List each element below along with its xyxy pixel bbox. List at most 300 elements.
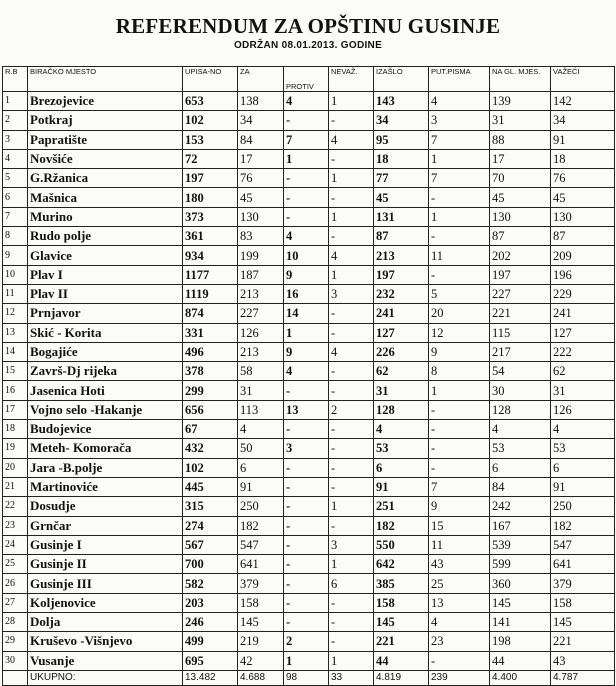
cell-for: 42 [238, 651, 284, 670]
cell-postal: - [429, 420, 490, 439]
cell-invalid: - [329, 381, 374, 400]
cell-turnout: 77 [374, 169, 429, 188]
table-row [3, 516, 615, 535]
cell-valid: 127 [551, 323, 615, 342]
document-subtitle: ODRŽAN 08.01.2013. GODINE [233, 40, 383, 51]
table-row [3, 497, 615, 516]
cell-valid: 196 [551, 265, 615, 284]
cell-valid: 31 [551, 381, 615, 400]
cell-postal: 15 [429, 516, 490, 535]
cell-at-polling-place: 145 [490, 593, 551, 612]
cell-turnout: 642 [374, 555, 429, 574]
cell-polling-station: Vusanje [28, 651, 183, 670]
cell-polling-station: Prnjavor [28, 304, 183, 323]
table-row [3, 477, 615, 496]
cell-at-polling-place: 227 [490, 284, 551, 303]
cell-against: - [284, 477, 329, 496]
table-row [3, 535, 615, 554]
cell-registered: 331 [183, 323, 238, 342]
cell-at-polling-place: 167 [490, 516, 551, 535]
total-against: 98 [284, 670, 329, 685]
cell-invalid: 3 [329, 535, 374, 554]
cell-invalid: - [329, 111, 374, 130]
cell-rb: 21 [3, 477, 28, 496]
cell-against: - [284, 381, 329, 400]
table-row [3, 130, 615, 149]
cell-at-polling-place: 539 [490, 535, 551, 554]
cell-for: 31 [238, 381, 284, 400]
cell-polling-station: Završ-Dj rijeka [28, 362, 183, 381]
cell-rb: 5 [3, 169, 28, 188]
cell-for: 84 [238, 130, 284, 149]
cell-at-polling-place: 217 [490, 342, 551, 361]
cell-at-polling-place: 115 [490, 323, 551, 342]
cell-polling-station: Jara -B.polje [28, 458, 183, 477]
cell-registered: 378 [183, 362, 238, 381]
cell-rb: 17 [3, 400, 28, 419]
total-label: UKUPNO: [28, 670, 183, 685]
cell-registered: 197 [183, 169, 238, 188]
cell-valid: 45 [551, 188, 615, 207]
cell-rb: 26 [3, 574, 28, 593]
cell-at-polling-place: 87 [490, 227, 551, 246]
cell-turnout: 87 [374, 227, 429, 246]
cell-at-polling-place: 31 [490, 111, 551, 130]
results-table [2, 66, 615, 686]
table-row [3, 613, 615, 632]
table-row [3, 555, 615, 574]
cell-turnout: 31 [374, 381, 429, 400]
cell-polling-station: Budojevice [28, 420, 183, 439]
cell-turnout: 4 [374, 420, 429, 439]
cell-for: 158 [238, 593, 284, 612]
cell-valid: 76 [551, 169, 615, 188]
cell-rb: 24 [3, 535, 28, 554]
cell-turnout: 95 [374, 130, 429, 149]
cell-registered: 72 [183, 149, 238, 168]
cell-polling-station: Dosudje [28, 497, 183, 516]
cell-invalid: - [329, 477, 374, 496]
cell-registered: 653 [183, 92, 238, 111]
cell-invalid: - [329, 632, 374, 651]
cell-against: - [284, 111, 329, 130]
cell-invalid: 1 [329, 497, 374, 516]
cell-at-polling-place: 599 [490, 555, 551, 574]
cell-invalid: 2 [329, 400, 374, 419]
cell-valid: 182 [551, 516, 615, 535]
cell-polling-station: Papratište [28, 130, 183, 149]
cell-turnout: 18 [374, 149, 429, 168]
cell-at-polling-place: 141 [490, 613, 551, 632]
cell-polling-station: Mašnica [28, 188, 183, 207]
cell-at-polling-place: 139 [490, 92, 551, 111]
cell-for: 91 [238, 477, 284, 496]
cell-registered: 695 [183, 651, 238, 670]
cell-invalid: - [329, 227, 374, 246]
cell-postal: - [429, 651, 490, 670]
cell-against: 13 [284, 400, 329, 419]
cell-polling-station: Jasenica Hoti [28, 381, 183, 400]
cell-valid: 221 [551, 632, 615, 651]
total-postal: 239 [429, 670, 490, 685]
cell-rb: 15 [3, 362, 28, 381]
cell-postal: 9 [429, 342, 490, 361]
cell-turnout: 62 [374, 362, 429, 381]
cell-polling-station: G.Ržanica [28, 169, 183, 188]
header-rb: R.B [3, 67, 28, 92]
cell-at-polling-place: 53 [490, 439, 551, 458]
cell-invalid: 1 [329, 555, 374, 574]
cell-valid: 126 [551, 400, 615, 419]
cell-rb: 23 [3, 516, 28, 535]
header-row [3, 67, 615, 92]
table-row [3, 381, 615, 400]
cell-polling-station: Brezojevice [28, 92, 183, 111]
table-row [3, 439, 615, 458]
cell-polling-station: Kruševo -Višnjevo [28, 632, 183, 651]
cell-valid: 229 [551, 284, 615, 303]
cell-valid: 250 [551, 497, 615, 516]
table-row [3, 323, 615, 342]
table-row [3, 169, 615, 188]
cell-valid: 62 [551, 362, 615, 381]
cell-registered: 274 [183, 516, 238, 535]
cell-postal: 8 [429, 362, 490, 381]
cell-against: 3 [284, 439, 329, 458]
cell-at-polling-place: 30 [490, 381, 551, 400]
cell-invalid: - [329, 362, 374, 381]
cell-for: 182 [238, 516, 284, 535]
cell-at-polling-place: 70 [490, 169, 551, 188]
table-row [3, 304, 615, 323]
cell-against: 16 [284, 284, 329, 303]
cell-polling-station: Novšiće [28, 149, 183, 168]
cell-invalid: 3 [329, 284, 374, 303]
cell-invalid: 4 [329, 246, 374, 265]
cell-at-polling-place: 88 [490, 130, 551, 149]
table-row [3, 149, 615, 168]
cell-against: - [284, 593, 329, 612]
cell-registered: 153 [183, 130, 238, 149]
cell-valid: 130 [551, 207, 615, 226]
cell-registered: 180 [183, 188, 238, 207]
table-row [3, 420, 615, 439]
cell-for: 4 [238, 420, 284, 439]
cell-polling-station: Gusinje I [28, 535, 183, 554]
cell-invalid: 1 [329, 169, 374, 188]
cell-turnout: 550 [374, 535, 429, 554]
cell-for: 213 [238, 284, 284, 303]
table-row [3, 342, 615, 361]
cell-polling-station: Vojno selo -Hakanje [28, 400, 183, 419]
cell-at-polling-place: 6 [490, 458, 551, 477]
total-for: 4.688 [238, 670, 284, 685]
cell-for: 130 [238, 207, 284, 226]
cell-postal: 4 [429, 613, 490, 632]
cell-valid: 241 [551, 304, 615, 323]
cell-polling-station: Bogajiće [28, 342, 183, 361]
cell-against: - [284, 188, 329, 207]
cell-valid: 547 [551, 535, 615, 554]
cell-for: 199 [238, 246, 284, 265]
cell-against: - [284, 497, 329, 516]
cell-for: 113 [238, 400, 284, 419]
cell-registered: 1119 [183, 284, 238, 303]
cell-postal: 7 [429, 477, 490, 496]
cell-invalid: 1 [329, 265, 374, 284]
cell-postal: 23 [429, 632, 490, 651]
table-row [3, 458, 615, 477]
cell-valid: 6 [551, 458, 615, 477]
cell-invalid: - [329, 304, 374, 323]
cell-polling-station: Martinoviće [28, 477, 183, 496]
cell-invalid: - [329, 613, 374, 632]
cell-turnout: 143 [374, 92, 429, 111]
cell-turnout: 53 [374, 439, 429, 458]
cell-against: - [284, 420, 329, 439]
header-postal: PUT.PISMA [429, 67, 490, 92]
cell-against: - [284, 516, 329, 535]
cell-registered: 102 [183, 111, 238, 130]
cell-turnout: 385 [374, 574, 429, 593]
cell-rb: 7 [3, 207, 28, 226]
header-at-polling-place: NA GL. MJES. [490, 67, 551, 92]
cell-turnout: 45 [374, 188, 429, 207]
total-at-polling-place: 4.400 [490, 670, 551, 685]
table-row [3, 593, 615, 612]
cell-against: 4 [284, 92, 329, 111]
cell-valid: 142 [551, 92, 615, 111]
cell-rb: 29 [3, 632, 28, 651]
cell-registered: 1177 [183, 265, 238, 284]
cell-postal: 1 [429, 207, 490, 226]
cell-for: 213 [238, 342, 284, 361]
cell-at-polling-place: 45 [490, 188, 551, 207]
cell-postal: 11 [429, 246, 490, 265]
cell-polling-station: Grnčar [28, 516, 183, 535]
header-turnout: IZAŠLO [374, 67, 429, 92]
table-row [3, 188, 615, 207]
header-polling-station: BIRAČKO MJESTO [28, 67, 183, 92]
cell-rb: 8 [3, 227, 28, 246]
cell-rb: 10 [3, 265, 28, 284]
cell-for: 641 [238, 555, 284, 574]
cell-invalid: - [329, 149, 374, 168]
table-body [3, 92, 615, 671]
cell-rb: 4 [3, 149, 28, 168]
cell-postal: 43 [429, 555, 490, 574]
cell-for: 227 [238, 304, 284, 323]
cell-postal: - [429, 227, 490, 246]
cell-turnout: 213 [374, 246, 429, 265]
cell-rb: 28 [3, 613, 28, 632]
cell-turnout: 226 [374, 342, 429, 361]
cell-invalid: 1 [329, 651, 374, 670]
cell-valid: 91 [551, 477, 615, 496]
cell-for: 6 [238, 458, 284, 477]
cell-turnout: 131 [374, 207, 429, 226]
cell-against: 4 [284, 227, 329, 246]
cell-against: - [284, 207, 329, 226]
table-row [3, 362, 615, 381]
cell-polling-station: Skić - Korita [28, 323, 183, 342]
cell-for: 76 [238, 169, 284, 188]
cell-registered: 373 [183, 207, 238, 226]
total-valid: 4.787 [551, 670, 615, 685]
cell-at-polling-place: 17 [490, 149, 551, 168]
table-row [3, 92, 615, 111]
cell-registered: 315 [183, 497, 238, 516]
header-invalid: NEVAŽ. [329, 67, 374, 92]
cell-postal: - [429, 439, 490, 458]
cell-against: 14 [284, 304, 329, 323]
cell-polling-station: Gusinje II [28, 555, 183, 574]
table-row [3, 111, 615, 130]
cell-turnout: 44 [374, 651, 429, 670]
cell-valid: 222 [551, 342, 615, 361]
cell-valid: 145 [551, 613, 615, 632]
cell-at-polling-place: 202 [490, 246, 551, 265]
cell-valid: 4 [551, 420, 615, 439]
cell-rb: 2 [3, 111, 28, 130]
table-row [3, 400, 615, 419]
cell-registered: 361 [183, 227, 238, 246]
cell-invalid: 4 [329, 130, 374, 149]
cell-for: 34 [238, 111, 284, 130]
cell-for: 45 [238, 188, 284, 207]
cell-at-polling-place: 197 [490, 265, 551, 284]
cell-at-polling-place: 54 [490, 362, 551, 381]
cell-against: 10 [284, 246, 329, 265]
cell-rb: 11 [3, 284, 28, 303]
table-row [3, 284, 615, 303]
cell-postal: 1 [429, 381, 490, 400]
cell-registered: 656 [183, 400, 238, 419]
header-for: ZA [238, 67, 284, 92]
cell-turnout: 34 [374, 111, 429, 130]
cell-turnout: 145 [374, 613, 429, 632]
cell-against: - [284, 169, 329, 188]
cell-polling-station: Dolja [28, 613, 183, 632]
header-against: PROTIV [284, 67, 329, 92]
cell-against: - [284, 574, 329, 593]
cell-for: 145 [238, 613, 284, 632]
cell-invalid: - [329, 593, 374, 612]
cell-registered: 700 [183, 555, 238, 574]
cell-postal: 4 [429, 92, 490, 111]
cell-for: 219 [238, 632, 284, 651]
cell-for: 58 [238, 362, 284, 381]
cell-polling-station: Murino [28, 207, 183, 226]
cell-postal: 5 [429, 284, 490, 303]
cell-polling-station: Meteh- Komorača [28, 439, 183, 458]
document-title: REFERENDUM ZA OPŠTINU GUSINJE [115, 14, 501, 38]
cell-invalid: 1 [329, 207, 374, 226]
cell-rb: 20 [3, 458, 28, 477]
cell-rb: 16 [3, 381, 28, 400]
cell-postal: 11 [429, 535, 490, 554]
table-row [3, 265, 615, 284]
table-row [3, 246, 615, 265]
cell-rb: 25 [3, 555, 28, 574]
cell-against: 1 [284, 149, 329, 168]
cell-polling-station: Plav I [28, 265, 183, 284]
cell-invalid: - [329, 420, 374, 439]
cell-postal: 13 [429, 593, 490, 612]
cell-invalid: - [329, 188, 374, 207]
cell-valid: 379 [551, 574, 615, 593]
cell-invalid: - [329, 439, 374, 458]
cell-turnout: 241 [374, 304, 429, 323]
cell-rb: 22 [3, 497, 28, 516]
cell-valid: 87 [551, 227, 615, 246]
header-registered: UPISA-NO [183, 67, 238, 92]
cell-turnout: 251 [374, 497, 429, 516]
cell-rb: 27 [3, 593, 28, 612]
cell-turnout: 158 [374, 593, 429, 612]
cell-polling-station: Rudo polje [28, 227, 183, 246]
cell-valid: 43 [551, 651, 615, 670]
cell-for: 187 [238, 265, 284, 284]
cell-against: 7 [284, 130, 329, 149]
cell-against: 4 [284, 362, 329, 381]
cell-postal: 12 [429, 323, 490, 342]
cell-postal: 3 [429, 111, 490, 130]
cell-at-polling-place: 130 [490, 207, 551, 226]
cell-at-polling-place: 360 [490, 574, 551, 593]
cell-for: 379 [238, 574, 284, 593]
cell-rb: 9 [3, 246, 28, 265]
table-row [3, 227, 615, 246]
cell-at-polling-place: 4 [490, 420, 551, 439]
cell-polling-station: Glavice [28, 246, 183, 265]
total-turnout: 4.819 [374, 670, 429, 685]
cell-at-polling-place: 84 [490, 477, 551, 496]
cell-invalid: 4 [329, 342, 374, 361]
cell-invalid: 6 [329, 574, 374, 593]
cell-turnout: 182 [374, 516, 429, 535]
cell-invalid: - [329, 516, 374, 535]
cell-against: 9 [284, 342, 329, 361]
cell-postal: 9 [429, 497, 490, 516]
cell-postal: - [429, 265, 490, 284]
cell-for: 138 [238, 92, 284, 111]
cell-rb: 18 [3, 420, 28, 439]
cell-registered: 203 [183, 593, 238, 612]
cell-turnout: 232 [374, 284, 429, 303]
cell-rb: 30 [3, 651, 28, 670]
cell-registered: 582 [183, 574, 238, 593]
cell-rb: 6 [3, 188, 28, 207]
cell-at-polling-place: 44 [490, 651, 551, 670]
cell-postal: 7 [429, 169, 490, 188]
cell-registered: 874 [183, 304, 238, 323]
cell-for: 547 [238, 535, 284, 554]
cell-against: 1 [284, 651, 329, 670]
cell-rb: 19 [3, 439, 28, 458]
cell-registered: 432 [183, 439, 238, 458]
cell-against: - [284, 458, 329, 477]
cell-registered: 934 [183, 246, 238, 265]
table-row [3, 574, 615, 593]
cell-for: 50 [238, 439, 284, 458]
table-row [3, 632, 615, 651]
cell-valid: 34 [551, 111, 615, 130]
cell-valid: 18 [551, 149, 615, 168]
cell-postal: 1 [429, 149, 490, 168]
cell-at-polling-place: 198 [490, 632, 551, 651]
cell-at-polling-place: 221 [490, 304, 551, 323]
